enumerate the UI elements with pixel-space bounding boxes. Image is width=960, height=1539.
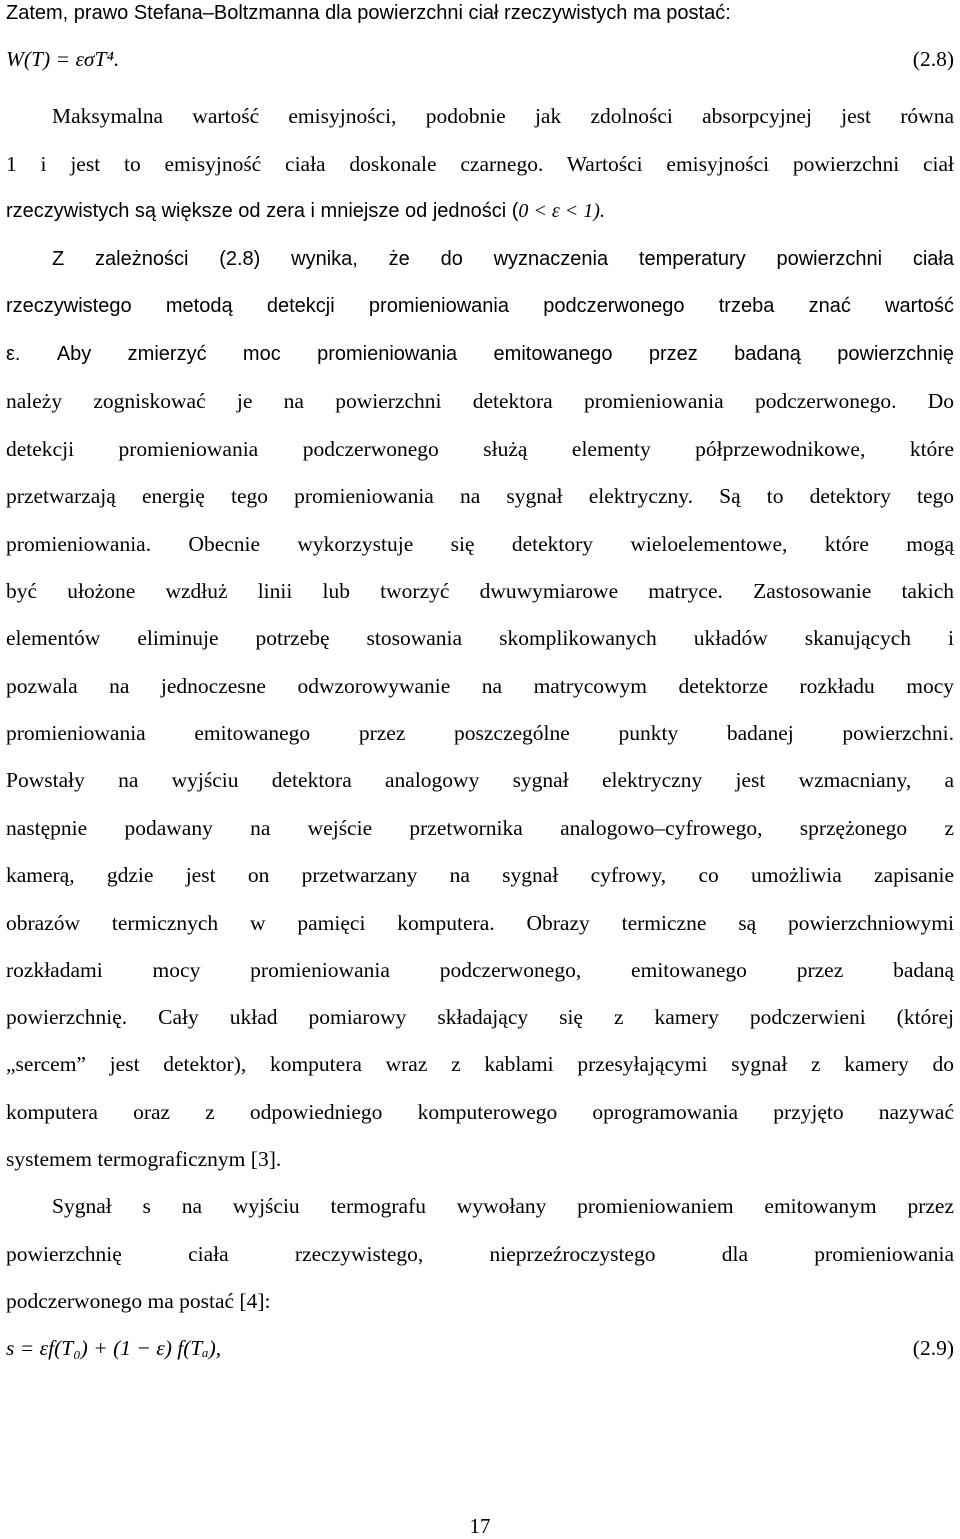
text-line: Powstały na wyjściu detektora analogowy sygnał elektryczny jest wzmacniany, a: [6, 768, 954, 792]
text-line: przetwarzają energię tego promieniowania na sygnał elektryczny. Są to detektory tego: [6, 484, 954, 508]
text-line: podczerwonego ma postać [4]:: [6, 1289, 271, 1313]
equation-number: (2.9): [912, 1336, 954, 1360]
text-line: promieniowania. Obecnie wykorzystuje się detektory wieloelementowe, które mogą: [6, 532, 954, 556]
text-line: Zatem, prawo Stefana–Boltzmanna dla powierzchni ciał rzeczywistych ma postać:: [6, 2, 731, 24]
equation-formula: W(T) = εσT⁴.: [6, 47, 120, 71]
text-line: powierzchnię ciała rzeczywistego, nieprzeźroczystego dla promieniowania: [6, 1242, 954, 1266]
text-line-start: rzeczywistych są większe od zera i mniejsze od jedności (: [6, 200, 519, 222]
page-number: 17: [469, 1514, 491, 1538]
text-line: Sygnał s na wyjściu termografu wywołany promieniowaniem emitowanym przez: [52, 1194, 954, 1218]
text-line: być ułożone wzdłuż linii lub tworzyć dwuwymiarowe matryce. Zastosowanie takich: [6, 579, 954, 603]
text-line: [6, 198, 954, 224]
text-line: obrazów termicznych w pamięci komputera. Obrazy termiczne są powierzchniowymi: [6, 911, 954, 935]
text-line: Maksymalna wartość emisyjności, podobnie jak zdolności absorpcyjnej jest równa: [52, 104, 954, 128]
text-line: kamerą, gdzie jest on przetwarzany na sygnał cyfrowy, co umożliwia zapisanie: [6, 863, 954, 887]
text-line: promieniowania emitowanego przez poszczególne punkty badanej powierzchni.: [6, 721, 954, 745]
text-line: „sercem” jest detektor), komputera wraz z kablami przesyłającymi sygnał z kamery do: [6, 1052, 954, 1076]
text-line: następnie podawany na wejście przetwornika analogowo–cyfrowego, sprzężonego z: [6, 816, 954, 840]
text-line: detekcji promieniowania podczerwonego służą elementy półprzewodnikowe, które: [6, 437, 954, 461]
equation-2-8: [6, 46, 954, 72]
equation-formula: s = εf(T₀) + (1 − ε) f(Tₐ),: [6, 1336, 222, 1360]
inequality: 0 < ε < 1).: [518, 200, 605, 222]
text-line: elementów eliminuje potrzebę stosowania skomplikowanych układów skanujących i: [6, 626, 954, 650]
equation-number: (2.8): [912, 47, 954, 71]
text-line: 1 i jest to emisyjność ciała doskonale czarnego. Wartości emisyjności powierzchni ciał: [6, 152, 954, 176]
text-line: Z zależności (2.8) wynika, że do wyznaczenia temperatury powierzchni ciała: [52, 248, 954, 270]
text-line: rozkładami mocy promieniowania podczerwonego, emitowanego przez badaną: [6, 958, 954, 982]
text-line: powierzchnię. Cały układ pomiarowy składający się z kamery podczerwieni (której: [6, 1005, 954, 1029]
text-line: systemem termograficznym [3].: [6, 1147, 282, 1171]
text-line: rzeczywistego metodą detekcji promieniowania podczerwonego trzeba znać wartość: [6, 295, 954, 317]
text-line: ε. Aby zmierzyć moc promieniowania emitowanego przez badaną powierzchnię: [6, 343, 954, 365]
text-line: należy zogniskować je na powierzchni detektora promieniowania podczerwonego. Do: [6, 389, 954, 413]
equation-2-9: [6, 1335, 954, 1361]
text-line: komputera oraz z odpowiedniego komputerowego oprogramowania przyjęto nazywać: [6, 1100, 954, 1124]
text-line: pozwala na jednoczesne odwzorowywanie na matrycowym detektorze rozkładu mocy: [6, 674, 954, 698]
